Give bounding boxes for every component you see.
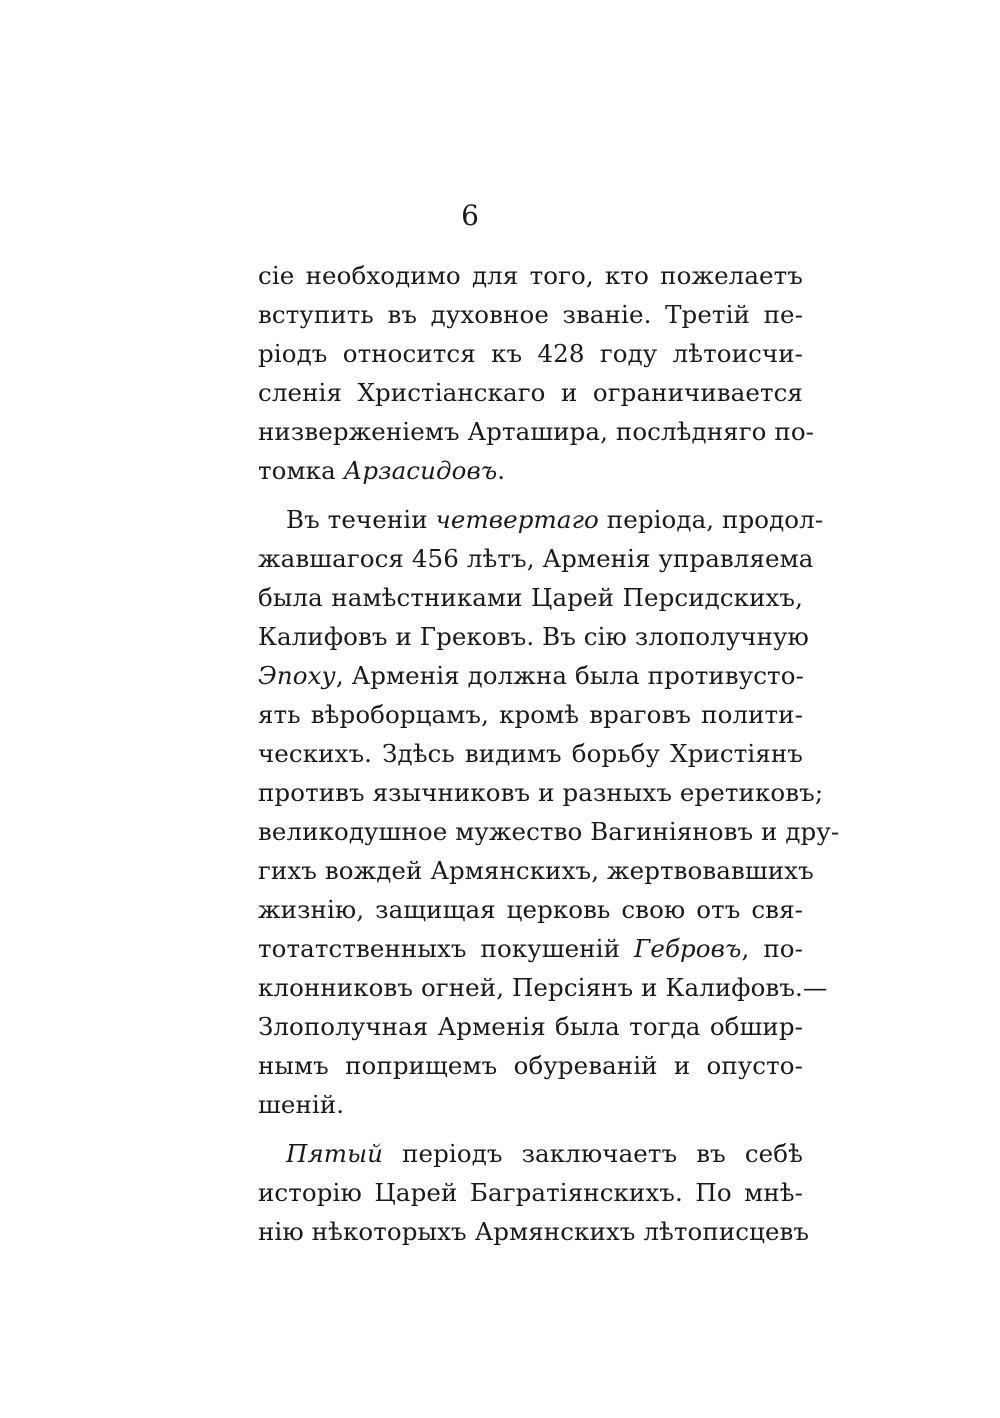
paragraph-2 — [258, 500, 840, 1124]
text-line: Пятый періодъ заключаетъ въ себѣ — [286, 1139, 803, 1168]
italic-term: Пятый — [286, 1139, 384, 1168]
text-line: гихъ вождей Армянскихъ, жертвовавшихъ — [258, 856, 814, 885]
text-line: ріодъ относится къ 428 году лѣтоисчи- — [258, 339, 803, 368]
text-line: ять вѣроборцамъ, кромѣ враговъ полити- — [258, 700, 803, 729]
text-line: клонниковъ огней, Персіянъ и Калифовъ.— — [258, 973, 828, 1002]
paragraph-1 — [258, 256, 815, 490]
italic-term: четвертаго — [435, 505, 599, 534]
text-line: противъ язычниковъ и разныхъ еретиковъ; — [258, 778, 824, 807]
text-line: жавшагося 456 лѣтъ, Арменія управляема — [258, 544, 814, 573]
text-line: нымъ поприщемъ обуреваній и опусто- — [258, 1051, 803, 1080]
text-line: Калифовъ и Грековъ. Въ сію злополучную — [258, 622, 809, 651]
body-text — [258, 256, 840, 1251]
italic-term: Эпоху — [258, 661, 336, 690]
text-line: великодушное мужество Вагиніяновъ и дру- — [258, 817, 840, 846]
text-line: вступить въ духовное званіе. Третій пе- — [258, 300, 803, 329]
text-line: была намѣстниками Царей Персидскихъ, — [258, 583, 803, 612]
text-line: шеній. — [258, 1090, 345, 1119]
text-line: сленія Христіанскаго и ограничивается — [258, 378, 803, 407]
text-line: томка Арзасидовъ. — [258, 456, 506, 485]
text-line: Въ теченіи четвертаго періода, продол- — [286, 505, 824, 534]
text-line: низверженіемъ Арташира, послѣдняго по- — [258, 417, 815, 446]
italic-term: Гебровъ — [634, 934, 742, 963]
paragraph-3 — [258, 1134, 810, 1251]
text-line: сіе необходимо для того, кто пожелаетъ — [258, 261, 803, 290]
text-line: ческихъ. Здѣсь видимъ борьбу Христіянъ — [258, 739, 803, 768]
text-line: исторію Царей Багратіянскихъ. По мнѣ- — [258, 1178, 803, 1207]
italic-term: Арзасидовъ — [343, 456, 498, 485]
text-line: тотатственныхъ покушеній Гебровъ, по- — [258, 934, 804, 963]
text-line: Злополучная Арменія была тогда обшир- — [258, 1012, 803, 1041]
text-line: нію нѣкоторыхъ Армянскихъ лѣтописцевъ — [258, 1217, 810, 1246]
text-line: жизнію, защищая церковь свою отъ свя- — [258, 895, 803, 924]
page-number: 6 — [461, 199, 479, 232]
text-line: Эпоху, Арменія должна была противусто- — [258, 661, 804, 690]
